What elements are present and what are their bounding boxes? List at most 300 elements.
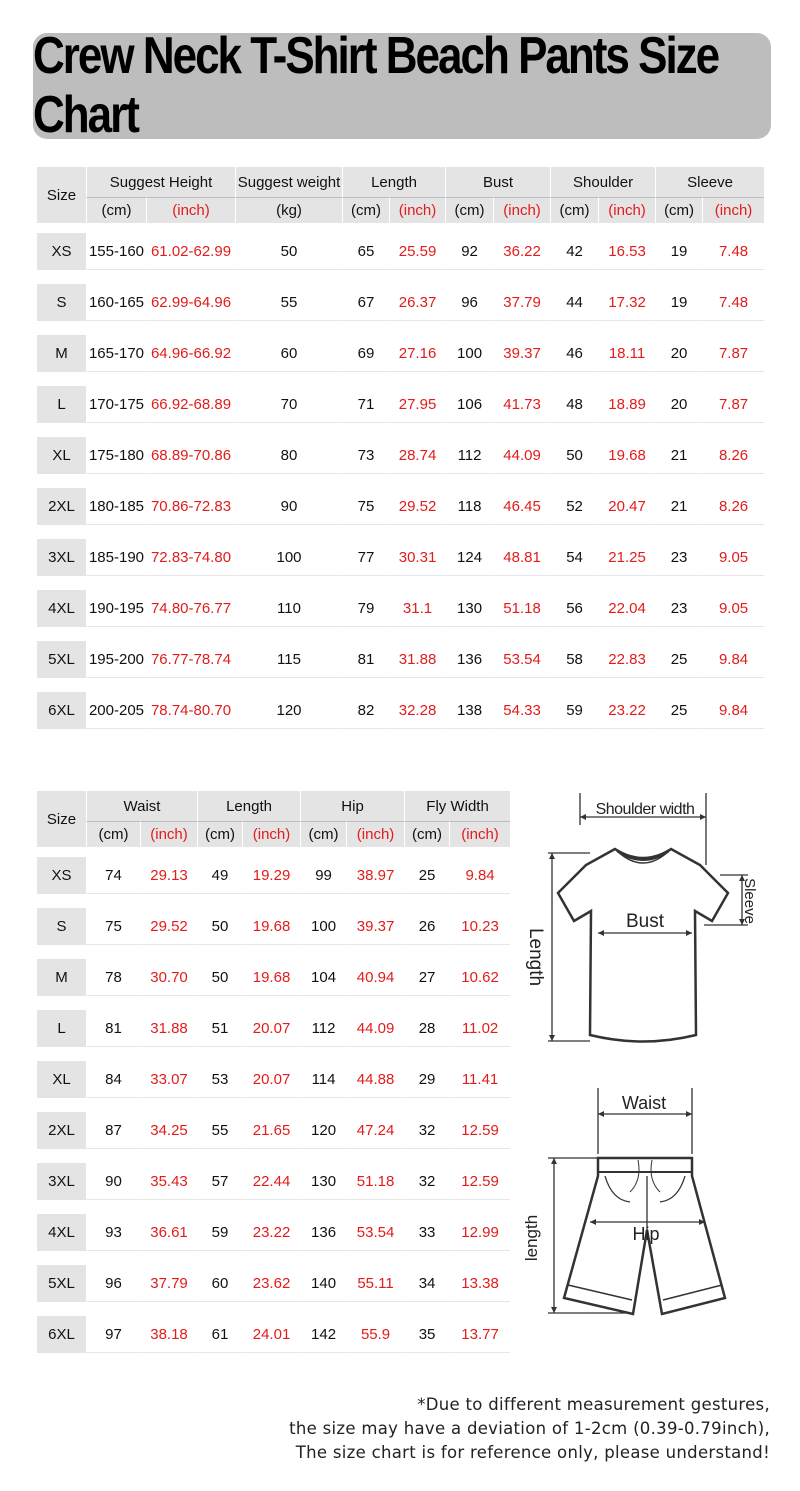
value-cell: 38.18 <box>140 1316 197 1353</box>
title-banner <box>33 27 771 144</box>
value-cell: 74.80-76.77 <box>146 590 235 627</box>
value-cell: 48.81 <box>493 539 550 576</box>
unit-header: (inch) <box>493 197 550 223</box>
unit-header: (inch) <box>140 821 197 847</box>
value-cell: 49 <box>197 857 242 894</box>
value-cell: 7.87 <box>702 386 764 423</box>
value-cell: 10.23 <box>449 908 510 945</box>
value-cell: 175-180 <box>86 437 146 474</box>
table-row <box>37 1265 510 1302</box>
value-cell: 74 <box>86 857 140 894</box>
row-spacer <box>37 321 764 335</box>
value-cell: 78 <box>86 959 140 996</box>
value-cell: 54.33 <box>493 692 550 729</box>
hip-label: Hip <box>632 1224 660 1244</box>
value-cell: 26.37 <box>389 284 445 321</box>
table-row <box>37 857 510 894</box>
value-cell: 180-185 <box>86 488 146 525</box>
pants-size-table <box>37 791 510 1353</box>
unit-header: (inch) <box>146 197 235 223</box>
value-cell: 130 <box>300 1163 346 1200</box>
size-cell: L <box>37 1010 86 1047</box>
row-spacer <box>37 1098 510 1112</box>
unit-header: (kg) <box>235 197 342 223</box>
row-spacer <box>37 1047 510 1061</box>
value-cell: 70.86-72.83 <box>146 488 235 525</box>
value-cell: 20 <box>655 386 702 423</box>
pants-diagram <box>520 1080 770 1345</box>
value-cell: 9.84 <box>702 641 764 678</box>
row-spacer <box>37 474 764 488</box>
column-group-header: Length <box>342 167 445 197</box>
value-cell: 68.89-70.86 <box>146 437 235 474</box>
value-cell: 16.53 <box>598 233 655 270</box>
value-cell: 90 <box>235 488 342 525</box>
value-cell: 20.47 <box>598 488 655 525</box>
row-spacer <box>37 423 764 437</box>
shirt-diagram <box>520 785 790 1060</box>
value-cell: 18.89 <box>598 386 655 423</box>
value-cell: 160-165 <box>86 284 146 321</box>
value-cell: 35.43 <box>140 1163 197 1200</box>
value-cell: 44.88 <box>346 1061 404 1098</box>
table-row <box>37 335 764 372</box>
value-cell: 7.48 <box>702 284 764 321</box>
value-cell: 100 <box>235 539 342 576</box>
size-cell: S <box>37 908 86 945</box>
value-cell: 33 <box>404 1214 449 1251</box>
column-group-header: Shoulder <box>550 167 655 197</box>
value-cell: 10.62 <box>449 959 510 996</box>
header-row <box>37 167 764 197</box>
value-cell: 18.11 <box>598 335 655 372</box>
value-cell: 13.77 <box>449 1316 510 1353</box>
unit-header: (inch) <box>389 197 445 223</box>
value-cell: 50 <box>235 233 342 270</box>
value-cell: 114 <box>300 1061 346 1098</box>
value-cell: 39.37 <box>493 335 550 372</box>
value-cell: 80 <box>235 437 342 474</box>
table-row <box>37 1163 510 1200</box>
value-cell: 136 <box>300 1214 346 1251</box>
value-cell: 61.02-62.99 <box>146 233 235 270</box>
header-gap <box>37 847 510 857</box>
row-spacer <box>37 372 764 386</box>
note-line-1: *Due to different measurement gestures, <box>417 1395 770 1414</box>
value-cell: 22.83 <box>598 641 655 678</box>
sleeve-label: Sleeve <box>741 878 758 924</box>
value-cell: 46 <box>550 335 598 372</box>
value-cell: 54 <box>550 539 598 576</box>
table-row <box>37 1061 510 1098</box>
value-cell: 19.29 <box>242 857 300 894</box>
column-group-header: Fly Width <box>404 791 510 821</box>
value-cell: 8.26 <box>702 437 764 474</box>
value-cell: 67 <box>342 284 389 321</box>
value-cell: 110 <box>235 590 342 627</box>
size-cell: 4XL <box>37 1214 86 1251</box>
unit-row <box>37 821 510 847</box>
disclaimer-note <box>289 1393 770 1465</box>
value-cell: 51 <box>197 1010 242 1047</box>
value-cell: 23 <box>655 539 702 576</box>
size-cell: 6XL <box>37 692 86 729</box>
value-cell: 8.26 <box>702 488 764 525</box>
value-cell: 32 <box>404 1163 449 1200</box>
unit-header: (cm) <box>404 821 449 847</box>
size-cell: S <box>37 284 86 321</box>
table-row <box>37 539 764 576</box>
value-cell: 32.28 <box>389 692 445 729</box>
value-cell: 9.84 <box>449 857 510 894</box>
column-group-header: Suggest weight <box>235 167 342 197</box>
value-cell: 29.52 <box>140 908 197 945</box>
value-cell: 55.9 <box>346 1316 404 1353</box>
table-row <box>37 284 764 321</box>
value-cell: 25 <box>655 692 702 729</box>
size-cell: XS <box>37 233 86 270</box>
unit-header: (cm) <box>300 821 346 847</box>
value-cell: 51.18 <box>346 1163 404 1200</box>
value-cell: 59 <box>550 692 598 729</box>
size-cell: 3XL <box>37 539 86 576</box>
table-row <box>37 908 510 945</box>
value-cell: 35 <box>404 1316 449 1353</box>
table-row <box>37 590 764 627</box>
table-row <box>37 488 764 525</box>
value-cell: 19.68 <box>242 959 300 996</box>
note-line-2: the size may have a deviation of 1-2cm (0.39-0.79inch), <box>289 1419 770 1438</box>
row-spacer <box>37 1149 510 1163</box>
unit-header: (cm) <box>86 197 146 223</box>
size-cell: 4XL <box>37 590 86 627</box>
unit-header: (inch) <box>242 821 300 847</box>
value-cell: 22.44 <box>242 1163 300 1200</box>
value-cell: 120 <box>235 692 342 729</box>
column-group-header: Suggest Height <box>86 167 235 197</box>
size-cell: 2XL <box>37 488 86 525</box>
value-cell: 23 <box>655 590 702 627</box>
value-cell: 19.68 <box>242 908 300 945</box>
value-cell: 100 <box>445 335 493 372</box>
value-cell: 112 <box>445 437 493 474</box>
table-row <box>37 1214 510 1251</box>
size-cell: 5XL <box>37 641 86 678</box>
value-cell: 19 <box>655 233 702 270</box>
value-cell: 106 <box>445 386 493 423</box>
value-cell: 12.99 <box>449 1214 510 1251</box>
header-gap <box>37 223 764 233</box>
value-cell: 44 <box>550 284 598 321</box>
value-cell: 195-200 <box>86 641 146 678</box>
value-cell: 77 <box>342 539 389 576</box>
value-cell: 99 <box>300 857 346 894</box>
size-cell: XL <box>37 1061 86 1098</box>
size-cell: XL <box>37 437 86 474</box>
size-cell: XS <box>37 857 86 894</box>
value-cell: 62.99-64.96 <box>146 284 235 321</box>
unit-header: (cm) <box>445 197 493 223</box>
table-row <box>37 641 764 678</box>
row-spacer <box>37 945 510 959</box>
value-cell: 23.62 <box>242 1265 300 1302</box>
table-row <box>37 233 764 270</box>
shirt-size-table <box>37 167 764 729</box>
value-cell: 22.04 <box>598 590 655 627</box>
table-row <box>37 1112 510 1149</box>
table-row <box>37 692 764 729</box>
value-cell: 30.70 <box>140 959 197 996</box>
shoulder-width-label: Shoulder width <box>595 801 695 818</box>
value-cell: 25.59 <box>389 233 445 270</box>
value-cell: 25 <box>404 857 449 894</box>
size-cell: 2XL <box>37 1112 86 1149</box>
value-cell: 56 <box>550 590 598 627</box>
column-group-header: Bust <box>445 167 550 197</box>
value-cell: 60 <box>197 1265 242 1302</box>
value-cell: 60 <box>235 335 342 372</box>
value-cell: 23.22 <box>598 692 655 729</box>
value-cell: 96 <box>86 1265 140 1302</box>
value-cell: 142 <box>300 1316 346 1353</box>
bust-label: Bust <box>625 911 665 932</box>
value-cell: 9.84 <box>702 692 764 729</box>
value-cell: 37.79 <box>493 284 550 321</box>
value-cell: 57 <box>197 1163 242 1200</box>
value-cell: 29.52 <box>389 488 445 525</box>
unit-header: (cm) <box>342 197 389 223</box>
table-row <box>37 1010 510 1047</box>
value-cell: 28 <box>404 1010 449 1047</box>
value-cell: 29.13 <box>140 857 197 894</box>
size-cell: 6XL <box>37 1316 86 1353</box>
value-cell: 21.65 <box>242 1112 300 1149</box>
value-cell: 58 <box>550 641 598 678</box>
size-cell: 3XL <box>37 1163 86 1200</box>
value-cell: 61 <box>197 1316 242 1353</box>
value-cell: 96 <box>445 284 493 321</box>
value-cell: 40.94 <box>346 959 404 996</box>
value-cell: 20.07 <box>242 1061 300 1098</box>
value-cell: 51.18 <box>493 590 550 627</box>
size-header: Size <box>37 791 86 847</box>
value-cell: 130 <box>445 590 493 627</box>
value-cell: 20.07 <box>242 1010 300 1047</box>
size-header: Size <box>37 167 86 223</box>
value-cell: 21 <box>655 437 702 474</box>
value-cell: 30.31 <box>389 539 445 576</box>
value-cell: 36.61 <box>140 1214 197 1251</box>
value-cell: 31.88 <box>389 641 445 678</box>
row-spacer <box>37 1251 510 1265</box>
value-cell: 73 <box>342 437 389 474</box>
value-cell: 76.77-78.74 <box>146 641 235 678</box>
value-cell: 25 <box>655 641 702 678</box>
value-cell: 165-170 <box>86 335 146 372</box>
value-cell: 72.83-74.80 <box>146 539 235 576</box>
header-row <box>37 791 510 821</box>
value-cell: 44.09 <box>346 1010 404 1047</box>
shirt-icon <box>558 849 728 1042</box>
unit-header: (cm) <box>550 197 598 223</box>
unit-header: (inch) <box>346 821 404 847</box>
value-cell: 155-160 <box>86 233 146 270</box>
value-cell: 55 <box>235 284 342 321</box>
value-cell: 82 <box>342 692 389 729</box>
unit-header: (cm) <box>86 821 140 847</box>
value-cell: 21 <box>655 488 702 525</box>
row-spacer <box>37 627 764 641</box>
value-cell: 9.05 <box>702 590 764 627</box>
value-cell: 50 <box>197 959 242 996</box>
unit-header: (cm) <box>197 821 242 847</box>
value-cell: 46.45 <box>493 488 550 525</box>
value-cell: 29 <box>404 1061 449 1098</box>
value-cell: 21.25 <box>598 539 655 576</box>
value-cell: 34.25 <box>140 1112 197 1149</box>
value-cell: 75 <box>342 488 389 525</box>
value-cell: 200-205 <box>86 692 146 729</box>
value-cell: 55.11 <box>346 1265 404 1302</box>
value-cell: 50 <box>197 908 242 945</box>
value-cell: 42 <box>550 233 598 270</box>
value-cell: 79 <box>342 590 389 627</box>
value-cell: 100 <box>300 908 346 945</box>
value-cell: 23.22 <box>242 1214 300 1251</box>
value-cell: 9.05 <box>702 539 764 576</box>
value-cell: 170-175 <box>86 386 146 423</box>
size-cell: M <box>37 959 86 996</box>
value-cell: 7.48 <box>702 233 764 270</box>
value-cell: 44.09 <box>493 437 550 474</box>
value-cell: 93 <box>86 1214 140 1251</box>
value-cell: 84 <box>86 1061 140 1098</box>
column-group-header: Waist <box>86 791 197 821</box>
value-cell: 190-195 <box>86 590 146 627</box>
value-cell: 70 <box>235 386 342 423</box>
unit-header: (cm) <box>655 197 702 223</box>
unit-header: (inch) <box>449 821 510 847</box>
value-cell: 38.97 <box>346 857 404 894</box>
pants-length-label: length <box>522 1214 541 1262</box>
value-cell: 124 <box>445 539 493 576</box>
length-label: Length <box>525 927 546 987</box>
row-spacer <box>37 1200 510 1214</box>
value-cell: 66.92-68.89 <box>146 386 235 423</box>
value-cell: 20 <box>655 335 702 372</box>
column-group-header: Hip <box>300 791 404 821</box>
value-cell: 120 <box>300 1112 346 1149</box>
row-spacer <box>37 576 764 590</box>
value-cell: 97 <box>86 1316 140 1353</box>
unit-header: (inch) <box>702 197 764 223</box>
value-cell: 53 <box>197 1061 242 1098</box>
value-cell: 7.87 <box>702 335 764 372</box>
column-group-header: Sleeve <box>655 167 764 197</box>
value-cell: 19 <box>655 284 702 321</box>
row-spacer <box>37 270 764 284</box>
value-cell: 11.41 <box>449 1061 510 1098</box>
value-cell: 90 <box>86 1163 140 1200</box>
value-cell: 75 <box>86 908 140 945</box>
value-cell: 87 <box>86 1112 140 1149</box>
page-title: Crew Neck T-Shirt Beach Pants Size Chart <box>33 27 719 144</box>
value-cell: 39.37 <box>346 908 404 945</box>
value-cell: 138 <box>445 692 493 729</box>
size-cell: M <box>37 335 86 372</box>
value-cell: 36.22 <box>493 233 550 270</box>
value-cell: 118 <box>445 488 493 525</box>
table-row <box>37 1316 510 1353</box>
value-cell: 78.74-80.70 <box>146 692 235 729</box>
value-cell: 64.96-66.92 <box>146 335 235 372</box>
value-cell: 55 <box>197 1112 242 1149</box>
value-cell: 24.01 <box>242 1316 300 1353</box>
value-cell: 53.54 <box>493 641 550 678</box>
value-cell: 12.59 <box>449 1112 510 1149</box>
value-cell: 27 <box>404 959 449 996</box>
value-cell: 33.07 <box>140 1061 197 1098</box>
unit-header: (inch) <box>598 197 655 223</box>
value-cell: 71 <box>342 386 389 423</box>
waist-label: Waist <box>621 1093 667 1113</box>
table-row <box>37 959 510 996</box>
unit-row <box>37 197 764 223</box>
size-cell: 5XL <box>37 1265 86 1302</box>
row-spacer <box>37 1302 510 1316</box>
value-cell: 27.16 <box>389 335 445 372</box>
row-spacer <box>37 525 764 539</box>
value-cell: 69 <box>342 335 389 372</box>
note-line-3: The size chart is for reference only, please understand! <box>295 1443 770 1462</box>
column-group-header: Length <box>197 791 300 821</box>
value-cell: 140 <box>300 1265 346 1302</box>
value-cell: 115 <box>235 641 342 678</box>
value-cell: 17.32 <box>598 284 655 321</box>
value-cell: 32 <box>404 1112 449 1149</box>
table-row <box>37 386 764 423</box>
value-cell: 13.38 <box>449 1265 510 1302</box>
value-cell: 185-190 <box>86 539 146 576</box>
table-row <box>37 437 764 474</box>
value-cell: 19.68 <box>598 437 655 474</box>
value-cell: 26 <box>404 908 449 945</box>
value-cell: 112 <box>300 1010 346 1047</box>
value-cell: 34 <box>404 1265 449 1302</box>
value-cell: 48 <box>550 386 598 423</box>
value-cell: 65 <box>342 233 389 270</box>
value-cell: 37.79 <box>140 1265 197 1302</box>
value-cell: 136 <box>445 641 493 678</box>
value-cell: 104 <box>300 959 346 996</box>
row-spacer <box>37 996 510 1010</box>
value-cell: 27.95 <box>389 386 445 423</box>
row-spacer <box>37 894 510 908</box>
value-cell: 31.1 <box>389 590 445 627</box>
value-cell: 47.24 <box>346 1112 404 1149</box>
value-cell: 81 <box>342 641 389 678</box>
value-cell: 53.54 <box>346 1214 404 1251</box>
value-cell: 59 <box>197 1214 242 1251</box>
value-cell: 52 <box>550 488 598 525</box>
value-cell: 11.02 <box>449 1010 510 1047</box>
value-cell: 50 <box>550 437 598 474</box>
size-cell: L <box>37 386 86 423</box>
value-cell: 28.74 <box>389 437 445 474</box>
value-cell: 81 <box>86 1010 140 1047</box>
value-cell: 41.73 <box>493 386 550 423</box>
value-cell: 92 <box>445 233 493 270</box>
